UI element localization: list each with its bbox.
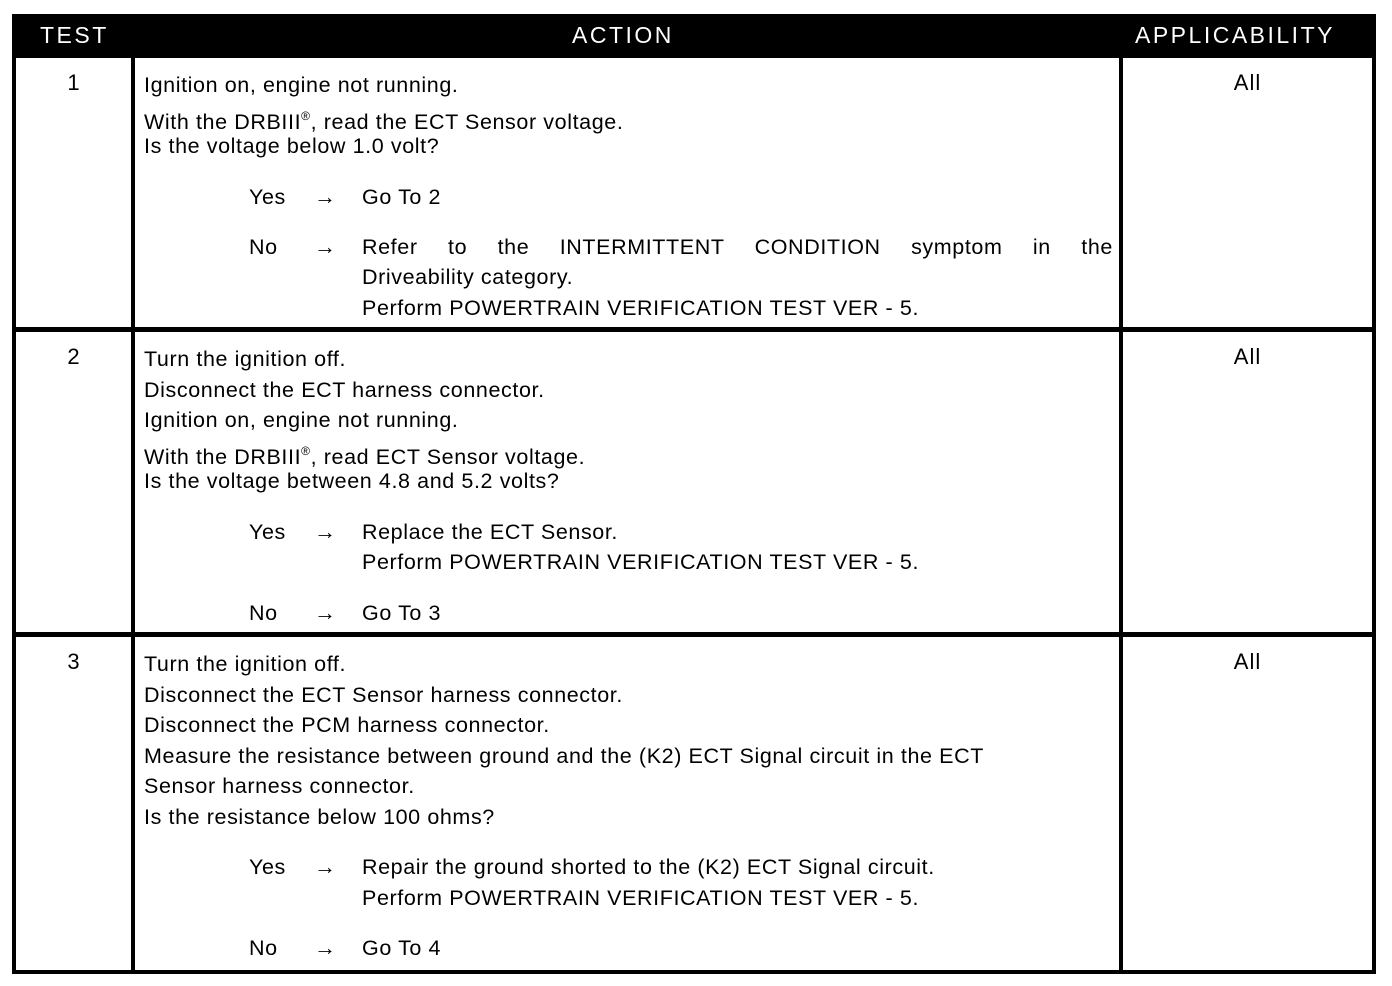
action-line: Disconnect the ECT harness connector. (144, 377, 545, 402)
branch-line: Repair the ground shorted to the (K2) ECT Signal circuit. (362, 855, 935, 879)
no-label: No (249, 234, 278, 259)
row-2-action (135, 332, 1119, 632)
diagnostic-table (12, 14, 1376, 974)
row-1-applicability: All (1123, 58, 1372, 327)
action-line: Is the resistance below 100 ohms? (144, 804, 495, 829)
row-1-action (135, 58, 1119, 327)
table-header (12, 14, 1376, 56)
yes-branch (144, 182, 1119, 212)
branch-line: Go To 4 (362, 936, 442, 960)
arrow-icon: → (314, 183, 337, 209)
branch-line: Go To 2 (362, 184, 442, 209)
yes-branch (144, 517, 1119, 578)
branch-line: Perform POWERTRAIN VERIFICATION TEST VER - 5. (362, 295, 920, 320)
header-test: TEST (40, 22, 109, 48)
branch-line: Refer to the INTERMITTENT CONDITION symptom in the (362, 234, 1113, 259)
action-line: With the DRBIII®, read ECT Sensor voltage. (144, 443, 586, 469)
row-3-action (135, 637, 1119, 970)
branch-line: Perform POWERTRAIN VERIFICATION TEST VER - 5. (362, 550, 920, 574)
branch-line: Perform POWERTRAIN VERIFICATION TEST VER - 5. (362, 885, 920, 910)
row-1-test-number: 1 (16, 58, 131, 327)
yes-label: Yes (249, 184, 286, 209)
yes-label: Yes (249, 519, 286, 544)
row-3-applicability: All (1123, 637, 1372, 970)
branch-line: Driveability category. (362, 265, 574, 289)
row-2-test-number: 2 (16, 332, 131, 632)
no-branch (144, 598, 1119, 628)
action-line: Is the voltage between 4.8 and 5.2 volts? (144, 469, 560, 493)
branch-line: Replace the ECT Sensor. (362, 519, 619, 544)
row-2-applicability: All (1123, 332, 1372, 632)
row-3-test-number: 3 (16, 637, 131, 970)
header-action: ACTION (572, 22, 674, 48)
arrow-icon: → (314, 854, 337, 879)
action-line: Measure the resistance between ground and the (K2) ECT Signal circuit in the ECT (144, 743, 984, 768)
action-line: Ignition on, engine not running. (144, 408, 459, 432)
arrow-icon: → (314, 233, 337, 259)
action-line: Is the voltage below 1.0 volt? (144, 134, 440, 158)
action-line: Ignition on, engine not running. (144, 73, 459, 97)
action-line: With the DRBIII®, read the ECT Sensor voltage. (144, 108, 624, 134)
action-line: Sensor harness connector. (144, 774, 415, 798)
no-label: No (249, 936, 278, 960)
no-label: No (249, 600, 278, 625)
no-branch (144, 232, 1119, 324)
action-line: Turn the ignition off. (144, 347, 347, 371)
header-applicability: APPLICABILITY (1135, 22, 1335, 48)
yes-branch (144, 852, 1119, 913)
arrow-icon: → (314, 935, 337, 960)
yes-label: Yes (249, 855, 286, 879)
branch-line: Go To 3 (362, 600, 442, 625)
action-line: Turn the ignition off. (144, 652, 347, 676)
arrow-icon: → (314, 518, 337, 544)
action-line: Disconnect the PCM harness connector. (144, 713, 550, 737)
arrow-icon: → (314, 599, 337, 625)
no-branch (144, 933, 1119, 963)
action-line: Disconnect the ECT Sensor harness connector. (144, 682, 623, 707)
